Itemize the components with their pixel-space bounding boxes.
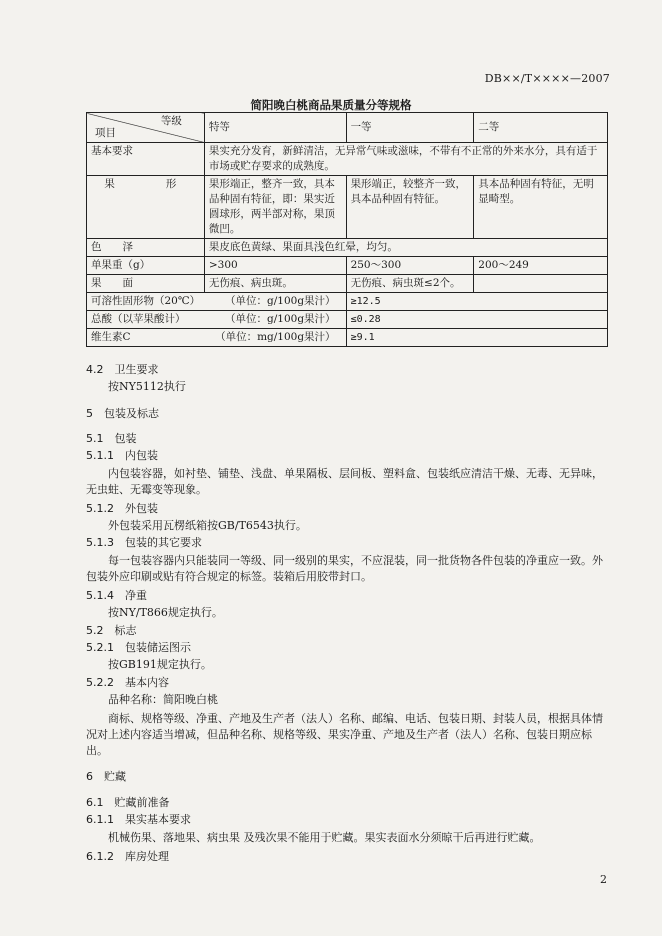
page-number: 2 [600, 873, 607, 886]
composition-value: ≥12.5 [346, 293, 607, 311]
basic-requirement-text: 果实充分发育，新鲜清洁，无异常气味或滋味，不带有不正常的外来水分，具有适于市场或贮存要求的成熟度。 [204, 143, 607, 176]
section-heading-5-1-4: 5.1.4 净重 [86, 589, 147, 602]
paragraph: 品种名称：简阳晚白桃 [108, 693, 218, 706]
row-label: 单果重（g） [87, 257, 205, 275]
section-heading-5: 5 包装及标志 [86, 407, 159, 420]
table-cell: 具本品种固有特征，无明显畸型。 [474, 176, 608, 239]
header-item-label: 项目 [95, 127, 116, 139]
grade-header-premium: 特等 [204, 113, 346, 143]
section-heading-5-1: 5.1 包装 [86, 432, 137, 445]
composition-name: 维生素C [91, 331, 131, 343]
section-heading-5-1-3: 5.1.3 包装的其它要求 [86, 536, 202, 549]
grade-spec-table [86, 112, 608, 347]
table-row [87, 239, 608, 257]
paragraph: 机械伤果、落地果、病虫果 及残次果不能用于贮藏。果实表面水分须晾干后再进行贮藏。 [108, 831, 541, 844]
composition-row [87, 311, 608, 329]
header-grade-label: 等级 [160, 115, 182, 127]
paragraph: 按GB191规定执行。 [108, 658, 212, 671]
grade-header-first: 一等 [346, 113, 474, 143]
paragraph: 每一包装容器内只能装同一等级、同一级别的果实，不应混装，同一批货物各件包装的净重应一致。外包装外应印刷或贴有符合规定的标签。装箱后用胶带封口。 [86, 554, 603, 583]
row-label: 色 泽 [87, 239, 205, 257]
composition-name: 可溶性固形物（20℃） [91, 295, 201, 307]
grade-header-second: 二等 [474, 113, 608, 143]
composition-unit: （单位：g/100g果汁） [225, 295, 336, 307]
composition-label [87, 293, 347, 311]
composition-value: ≥9.1 [346, 329, 607, 347]
paragraph: 商标、规格等级、净重、产地及生产者（法人）名称、邮编、电话、包装日期、封装人员，根据具体情况对上述内容适当增减，但品种名称、规格等级、果实净重、产地及生产者（法人）名称、包装日期应标出。 [86, 712, 603, 757]
table-cell: 果形端正，整齐一致，具本品种固有特征，即：果实近圆球形，两半部对称，果顶微凹。 [204, 176, 346, 239]
table-cell: 果形端正，较整齐一致，具本品种固有特征。 [346, 176, 474, 239]
section-heading-5-2: 5.2 标志 [86, 624, 137, 637]
section-heading-6-1-1: 6.1.1 果实基本要求 [86, 813, 191, 826]
composition-row [87, 293, 608, 311]
paragraph: 内包装容器，如衬垫、铺垫、浅盘、单果隔板、层间板、塑料盒、包装纸应清洁干燥、无毒、无异味，无虫蛀、无霉变等现象。 [86, 467, 603, 496]
color-text: 果皮底色黄绿、果面具浅色红晕，均匀。 [204, 239, 607, 257]
section-heading-5-2-2: 5.2.2 基本内容 [86, 676, 169, 689]
paragraph: 按NY/T866规定执行。 [108, 606, 223, 619]
table-row [87, 257, 608, 275]
composition-row [87, 329, 608, 347]
table-cell: 无伤痕、病虫斑。 [204, 275, 346, 293]
section-heading-5-2-1: 5.2.1 包装储运图示 [86, 641, 191, 654]
table-row [87, 275, 608, 293]
composition-label [87, 329, 347, 347]
table-cell: >300 [204, 257, 346, 275]
table-cell: 250～300 [346, 257, 474, 275]
composition-unit: （单位：g/100g果汁） [225, 313, 336, 325]
row-label: 果 面 [87, 275, 205, 293]
composition-unit: （单位：mg/100g果汁） [215, 331, 336, 343]
composition-name: 总酸（以苹果酸计） [91, 313, 186, 325]
paragraph: 按NY5112执行 [108, 380, 186, 393]
section-heading-6-1-2: 6.1.2 库房处理 [86, 850, 169, 863]
composition-value: ≤0.28 [346, 311, 607, 329]
section-heading-6-1: 6.1 贮藏前准备 [86, 796, 170, 809]
section-heading-6: 6 贮藏 [86, 770, 126, 783]
table-row [87, 176, 608, 239]
document-code: DB××/T××××—2007 [484, 72, 610, 85]
composition-label [87, 311, 347, 329]
paragraph: 外包装采用瓦楞纸箱按GB/T6543执行。 [108, 519, 307, 532]
section-heading-5-1-1: 5.1.1 内包装 [86, 449, 158, 462]
table-row [87, 143, 608, 176]
row-label: 果 形 [87, 176, 205, 239]
table-cell: 200～249 [474, 257, 608, 275]
row-label: 基本要求 [87, 143, 205, 176]
table-title: 简阳晚白桃商品果质量分等规格 [250, 98, 412, 112]
section-heading-5-1-2: 5.1.2 外包装 [86, 502, 158, 515]
diagonal-header-cell [87, 113, 205, 143]
table-cell [474, 275, 608, 293]
section-heading-4-2: 4.2 卫生要求 [86, 363, 159, 376]
table-cell: 无伤痕、病虫斑≤2个。 [346, 275, 474, 293]
table-header-row [87, 113, 608, 143]
